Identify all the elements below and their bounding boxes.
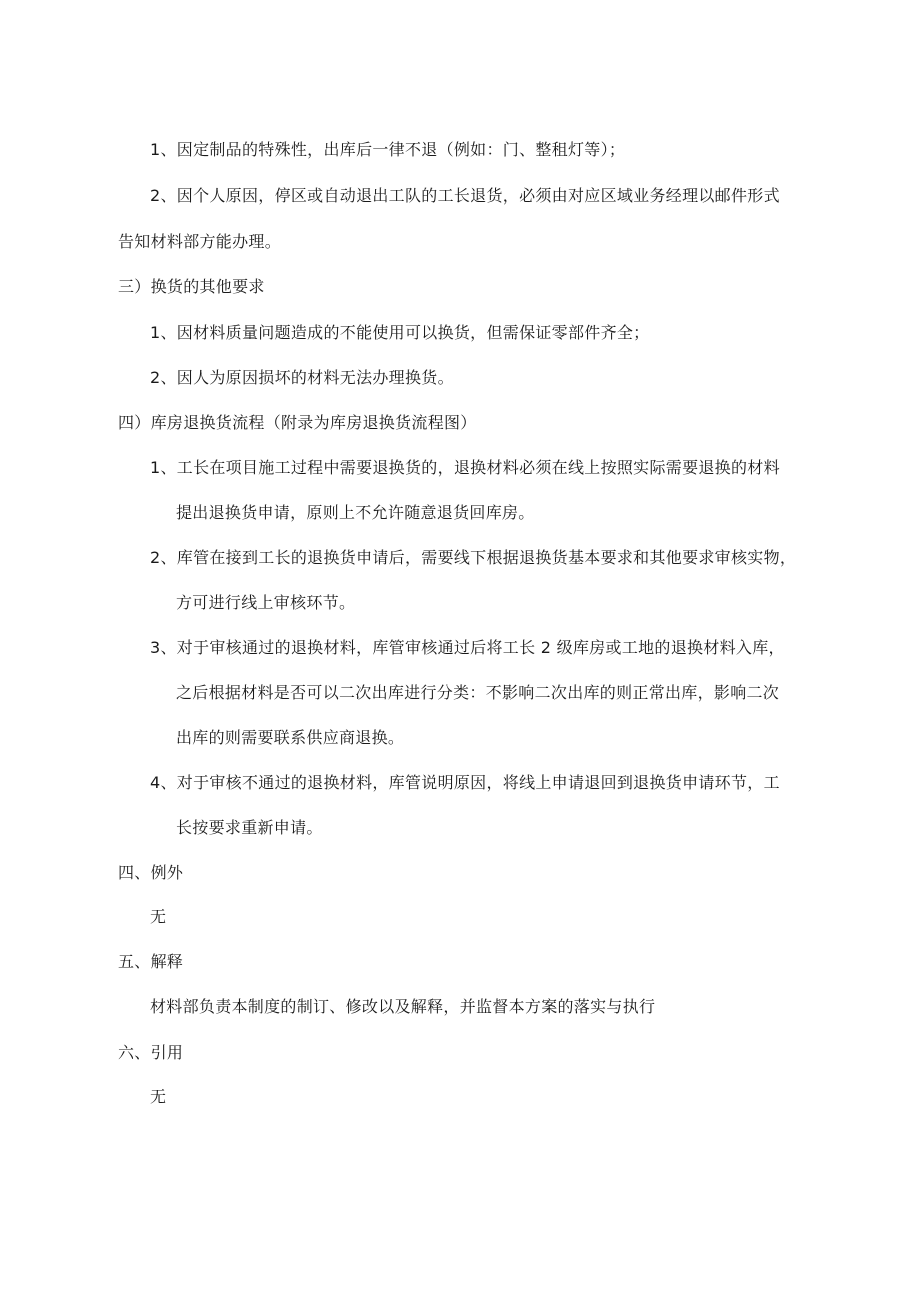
exceptions-body: 无 (150, 907, 167, 926)
exchange-requirements-heading: 三）换货的其他要求 (118, 277, 265, 296)
interpretation-heading: 五、解释 (118, 952, 184, 971)
return-exception-item-2: 2、因个人原因，停区或自动退出工队的工长退货，必须由对应区域业务经理以邮件形式 (150, 186, 780, 205)
process-step-2-continued: 方可进行线上审核环节。 (176, 593, 356, 612)
process-step-3-continued-2: 出库的则需要联系供应商退换。 (176, 728, 405, 747)
return-exception-item-2-continued: 告知材料部方能办理。 (118, 232, 282, 251)
process-step-4: 4、对于审核不通过的退换材料，库管说明原因，将线上申请退回到退换货申请环节，工 (150, 773, 780, 792)
process-step-2: 2、库管在接到工长的退换货申请后，需要线下根据退换货基本要求和其他要求审核实物， (150, 548, 797, 567)
interpretation-body: 材料部负责本制度的制订、修改以及解释，并监督本方案的落实与执行 (150, 997, 656, 1016)
process-step-4-continued: 长按要求重新申请。 (176, 818, 323, 837)
process-step-1-continued: 提出退换货申请，原则上不允许随意退货回库房。 (176, 503, 535, 522)
process-step-3: 3、对于审核通过的退换材料，库管审核通过后将工长 2 级库房或工地的退换材料入库， (150, 638, 785, 657)
exchange-requirement-item-2: 2、因人为原因损坏的材料无法办理换货。 (150, 368, 454, 387)
return-exception-item-1: 1、因定制品的特殊性，出库后一律不退（例如：门、整租灯等）； (150, 140, 626, 159)
references-heading: 六、引用 (118, 1043, 184, 1062)
exceptions-heading: 四、例外 (118, 863, 184, 882)
process-step-3-continued: 之后根据材料是否可以二次出库进行分类：不影响二次出库的则正常出库，影响二次 (176, 683, 780, 702)
warehouse-process-heading: 四）库房退换货流程（附录为库房退换货流程图） (118, 413, 477, 432)
references-body: 无 (150, 1087, 167, 1106)
exchange-requirement-item-1: 1、因材料质量问题造成的不能使用可以换货，但需保证零部件齐全； (150, 323, 650, 342)
process-step-1: 1、工长在项目施工过程中需要退换货的，退换材料必须在线上按照实际需要退换的材料 (150, 458, 780, 477)
